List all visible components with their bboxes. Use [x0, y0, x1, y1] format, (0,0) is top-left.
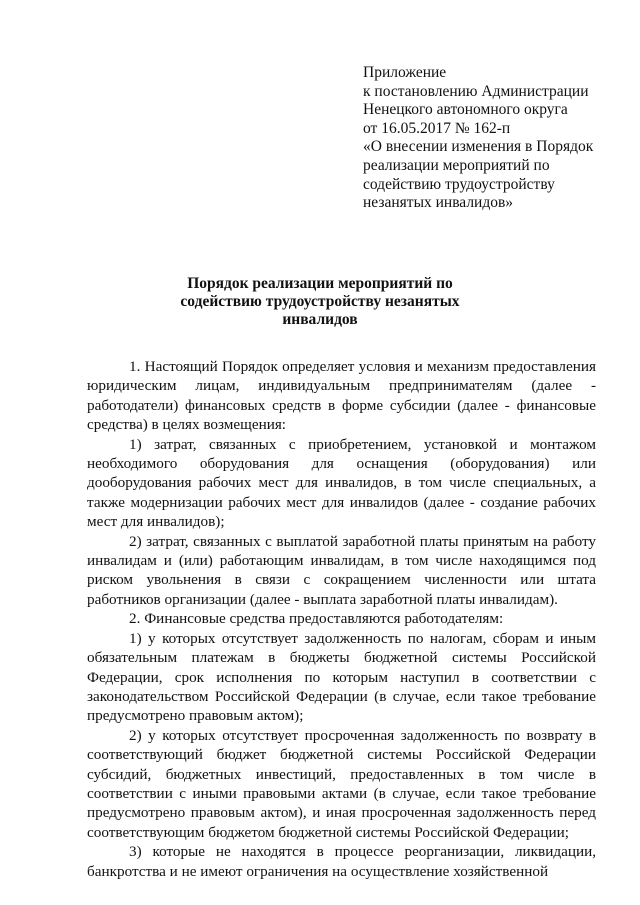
paragraph-2-item-3: 3) которые не находятся в процессе реорганизации, ликвидации, банкротства и не имеют ограничения на осуществление хозяйственной: [87, 843, 596, 880]
appendix-line: Приложение: [363, 64, 447, 81]
appendix-line: реализации мероприятий по: [363, 156, 550, 174]
paragraph-2-item-2: 2) у которых отсутствует просроченная задолженность по возврату в соответствующий бюджет бюджетной системы Российской Федерации субсидий, бюджетных инвестиций, предоставленных в том числе в соответствии с иными правовыми актами (в случае, если такое требование предусмотрено правовым актом), и иная просроченная задолженность перед соответствующим бюджетом бюджетной системы Российской Федерации;: [87, 726, 596, 841]
appendix-line: от 16.05.2017 № 162-п: [363, 119, 511, 137]
appendix-line: к постановлению Администрации: [363, 82, 589, 100]
paragraph-1-item-2: 2) затрат, связанных с выплатой заработной платы принятым на работу инвалидам и (или) работающим инвалидам, в том числе находящимся под риском увольнения в связи с сокращением численности или штата работников организации (далее - выплата заработной платы инвалидам).: [87, 532, 596, 608]
paragraph-1: 1. Настоящий Порядок определяет условия и механизм предоставления юридическим лицам, индивидуальным предпринимателям (далее - работодатели) финансовых средств в форме субсидии (далее - финансовые средства) в целях возмещения:: [87, 358, 596, 434]
appendix-line: незанятых инвалидов»: [363, 194, 514, 212]
appendix-line: Ненецкого автономного округа: [363, 101, 568, 119]
paragraph-1-item-1: 1) затрат, связанных с приобретением, установкой и монтажом необходимого оборудования для оснащения (оборудования) или дооборудования рабочих мест для инвалидов, в том числе специальных, а также модернизации рабочих мест для инвалидов (далее - создание рабочих мест для инвалидов);: [87, 435, 596, 531]
document-title: [150, 275, 490, 330]
appendix-block: [363, 64, 613, 213]
title-line: инвалидов: [282, 311, 358, 329]
title-line: Порядок реализации мероприятий по: [187, 275, 453, 292]
document-body: [87, 357, 596, 881]
title-line: содействию трудоустройству незанятых: [180, 293, 460, 311]
appendix-line: содействию трудоустройству: [363, 175, 555, 193]
paragraph-2: 2. Финансовые средства предоставляются работодателям:: [129, 610, 504, 628]
paragraph-2-item-1: 1) у которых отсутствует задолженность по налогам, сборам и иным обязательным платежам в бюджеты бюджетной системы Российской Федерации, срок исполнения по которым наступил в соответствии с законодательством Российской Федерации (в случае, если такое требование предусмотрено правовым актом);: [87, 629, 596, 725]
appendix-line: «О внесении изменения в Порядок: [363, 138, 594, 156]
